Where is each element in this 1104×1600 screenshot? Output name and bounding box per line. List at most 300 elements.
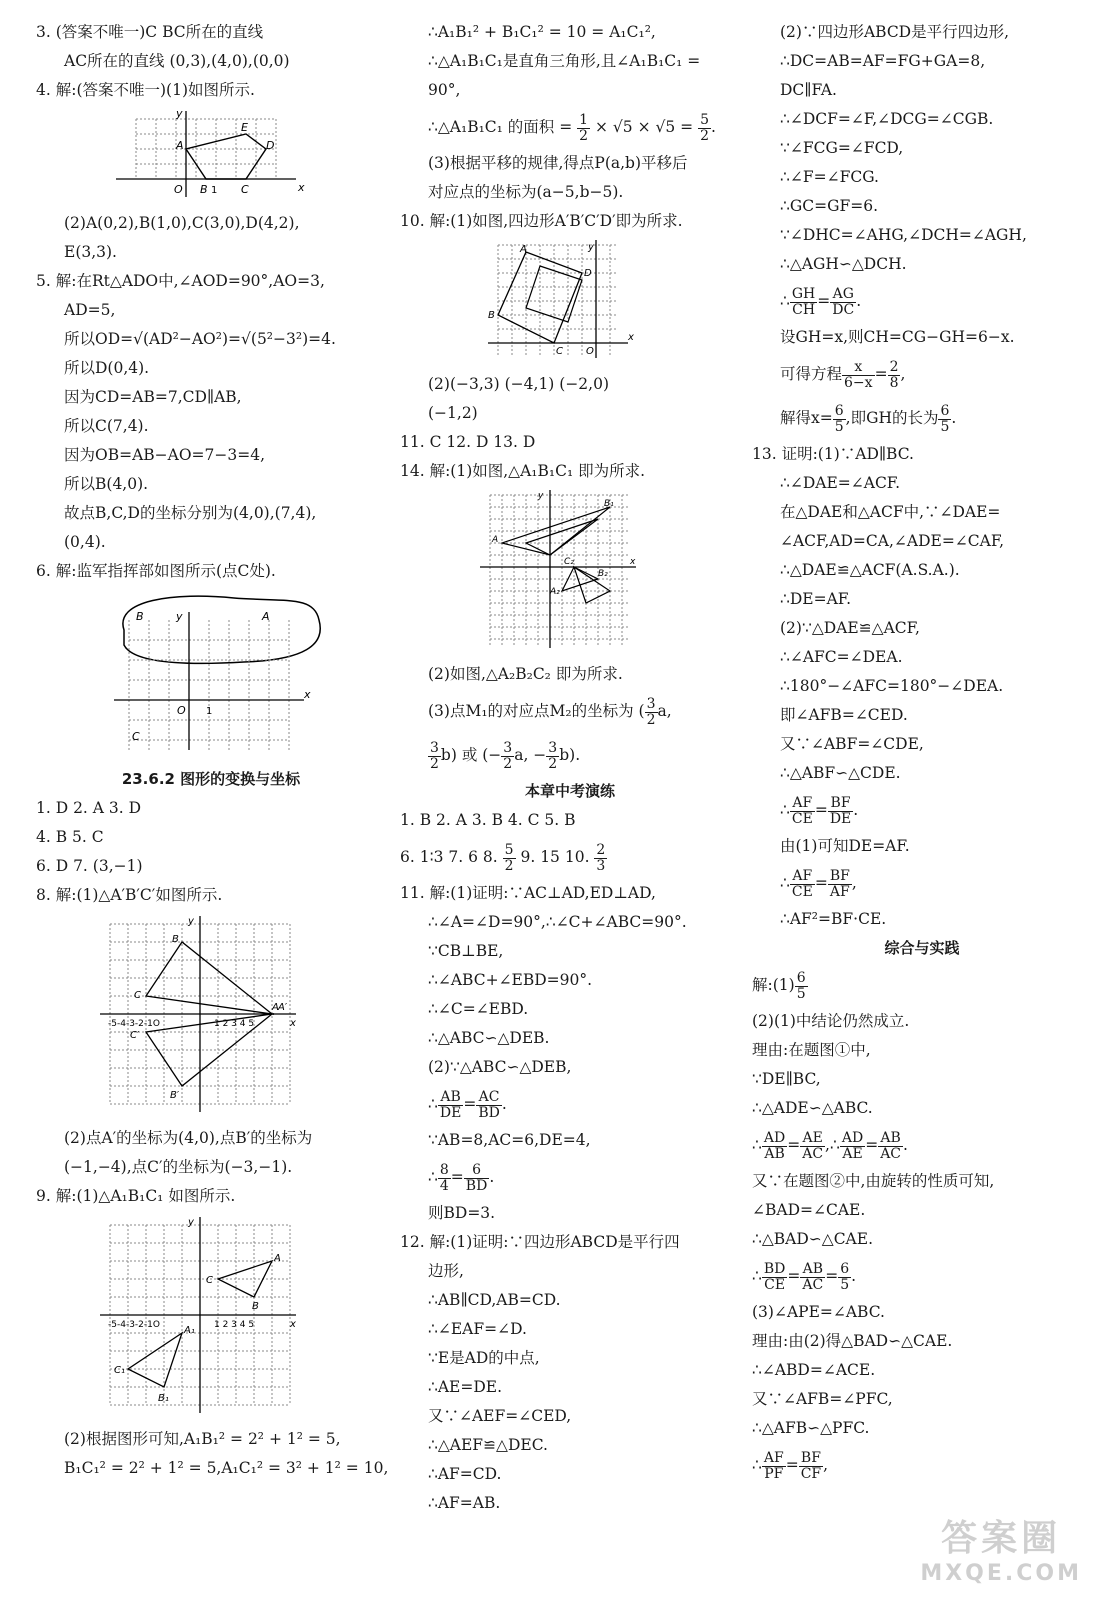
text-line: ∴AB∥CD,AB=CD. (428, 1291, 561, 1309)
point-b-label: B (200, 183, 208, 196)
point-a-label: A (262, 610, 270, 623)
numerator: 5 (504, 841, 514, 858)
text-line: 在△DAE和△ACF中,∵∠DAE= (780, 503, 1001, 521)
text-line: E(3,3). (64, 243, 117, 261)
point-b1-label: B₁ (604, 499, 614, 509)
text-line: (3)根据平移的规律,得点P(a,b)平移后 (428, 154, 688, 172)
text: , (900, 365, 906, 383)
text: 6. 1∶3 7. 6 8. (400, 848, 503, 866)
watermark (920, 1510, 1082, 1586)
text-line: ∴△BAD∽△CAE. (752, 1230, 873, 1248)
numerator: 6 (940, 402, 950, 419)
column-3 (752, 18, 1092, 1487)
numerator: AF (790, 796, 815, 812)
point-c-label: C (556, 346, 563, 357)
text-line: 又∵∠AFB=∠PFC, (752, 1390, 893, 1408)
text: ∴ (780, 874, 790, 892)
coordinate-plot (116, 109, 316, 199)
denominator: AC (802, 1145, 824, 1162)
numerator: 3 (548, 739, 558, 756)
denominator: 2 (503, 755, 513, 772)
text-line: ∴∠AFC=∠DEA. (780, 648, 903, 666)
text-line: 理由:由(2)得△BAD∽△CAE. (752, 1332, 953, 1350)
fraction (762, 1131, 787, 1162)
text: , (851, 874, 857, 892)
x-axis-label: x (630, 557, 636, 567)
denominator: BD (465, 1177, 488, 1194)
text-line: (2)根据图形可知,A₁B₁² = 2² + 1² = 5, (64, 1430, 341, 1448)
text: , (823, 1456, 829, 1474)
text: ∴ (752, 1136, 762, 1154)
text-line: ∴AF²=BF·CE. (780, 910, 887, 928)
fraction (790, 287, 817, 318)
text-line: DC∥FA. (780, 81, 837, 99)
point-e-label: E (241, 121, 248, 134)
text-line: ∴∠A=∠D=90°,∴∠C+∠ABC=90°. (428, 913, 687, 931)
numerator: AE (800, 1131, 825, 1147)
denominator: 8 (889, 374, 899, 391)
y-axis-label: y (188, 916, 194, 927)
text-line: ∵E是AD的中点, (428, 1349, 540, 1367)
text-line: 即∠AFB=∠CED. (780, 706, 908, 724)
point-c1-label: C₁ (114, 1365, 125, 1376)
text-line: ∵∠DHC=∠AHG,∠DCH=∠AGH, (780, 226, 1027, 244)
point-a-prime-label: A′ (278, 1002, 288, 1013)
figure-q10 (400, 240, 740, 364)
text-line: 故点B,C,D的坐标分别为(4,0),(7,4), (64, 504, 317, 522)
denominator: AE (842, 1145, 863, 1162)
point-b-label: B (252, 1301, 259, 1312)
text-line: (2)∵△DAE≌△ACF, (780, 619, 920, 637)
text-line: ∴△AEF≌△DEC. (428, 1436, 548, 1454)
text-line: ∴△AFB∽△PFC. (752, 1419, 870, 1437)
x-axis-label: x (290, 1319, 296, 1330)
numerator: 3 (646, 695, 656, 712)
text-line: (2)(1)中结论仍然成立. (752, 1012, 910, 1030)
numerator: AG (830, 287, 856, 303)
text-line: 8. 解:(1)△A′B′C′如图所示. (36, 886, 223, 904)
text-line: 又∵在题图②中,由旋转的性质可知, (752, 1172, 995, 1190)
denominator: CE (791, 810, 813, 827)
text-line: 9. 解:(1)△A₁B₁C₁ 如图所示. (36, 1187, 236, 1205)
fraction (762, 1451, 786, 1482)
text: a, − (514, 746, 547, 764)
fraction (790, 796, 815, 827)
coordinate-plot (100, 1215, 300, 1415)
text-line: (2)如图,△A₂B₂C₂ 即为所求. (428, 665, 623, 683)
text-line: 14. 解:(1)如图,△A₁B₁C₁ 即为所求. (400, 462, 646, 480)
denominator: AB (764, 1145, 785, 1162)
text-line: ∠BAD=∠CAE. (752, 1201, 866, 1219)
fraction (833, 404, 846, 435)
text-line: 则BD=3. (428, 1204, 496, 1222)
text: . (856, 292, 862, 310)
text-line: ∴△AGH∽△DCH. (780, 255, 907, 273)
text-line: ∴∠DAE=∠ACF. (780, 474, 901, 492)
denominator: CE (764, 1276, 786, 1293)
text-line: (−1,−4),点C′的坐标为(−3,−1). (64, 1158, 293, 1176)
text-line: ∴△ABF∽△CDE. (780, 764, 901, 782)
text-line: 所以B(4,0). (64, 475, 149, 493)
text: = (865, 1136, 879, 1154)
fraction (428, 741, 441, 772)
text-line (752, 279, 1092, 323)
section-title: 23.6.2 图形的变换与坐标 (121, 770, 301, 788)
numerator: AB (800, 1262, 825, 1278)
point-c-label: C (132, 730, 140, 743)
fraction (830, 287, 856, 318)
text-line: ∴180°−∠AFC=180°−∠DEA. (780, 677, 1004, 695)
numerator: BF (799, 1451, 823, 1467)
point-c2-label: C₂ (564, 557, 574, 567)
tick-label: 1 (211, 185, 218, 196)
text-line: 对应点的坐标为(a−5,b−5). (428, 183, 624, 201)
fraction (438, 1163, 451, 1194)
text: . (711, 118, 716, 136)
text-line: 所以C(7,4). (64, 417, 149, 435)
fraction (464, 1163, 490, 1194)
text-line: ∵DE∥BC, (752, 1070, 821, 1088)
numerator: AD (841, 1129, 864, 1146)
x-axis-label: x (290, 1018, 296, 1029)
x-tick-labels: -5-4-3-2-1O (108, 1320, 160, 1330)
text: b). (559, 746, 581, 764)
denominator: 2 (700, 127, 709, 144)
fraction (594, 843, 607, 874)
point-a-label: A (176, 139, 184, 152)
text-line: B₁C₁² = 2² + 1² = 5,A₁C₁² = 3² + 1² = 10, (64, 1459, 389, 1477)
denominator: AC (880, 1145, 902, 1162)
text: . (951, 409, 957, 427)
fraction (878, 1131, 903, 1162)
text-line: 因为OB=AB−AO=7−3=4, (64, 446, 266, 464)
text-line: 1. D 2. A 3. D (36, 799, 142, 817)
text: = (785, 1456, 799, 1474)
x-tick-labels: -5-4-3-2-1O (108, 1019, 160, 1029)
fraction (840, 1131, 865, 1162)
text: . (501, 1095, 507, 1113)
text-line: 4. 解:(答案不唯一)(1)如图所示. (36, 81, 255, 99)
numerator: x (842, 360, 875, 376)
text-line: AD=5, (64, 301, 116, 319)
text: = (817, 292, 831, 310)
point-a-label: A (520, 244, 527, 255)
y-axis-label: y (176, 109, 183, 120)
denominator: 5 (840, 1276, 850, 1293)
point-a-label: A (272, 1002, 279, 1013)
y-axis-label: y (188, 1217, 194, 1228)
text-line (752, 1123, 1092, 1167)
text: ∴ (428, 1095, 438, 1113)
text: ∴ (428, 1168, 438, 1186)
text-line (752, 788, 1092, 832)
point-b-prime-label: B′ (170, 1090, 180, 1101)
denominator: CE (791, 883, 813, 900)
text-line: 所以OD=√(AD²−AO²)=√(5²−3²)=4. (64, 330, 336, 348)
text-line: ∵AB=8,AC=6,DE=4, (428, 1131, 591, 1149)
figure-q9 (36, 1215, 386, 1419)
y-axis-label: y (538, 491, 544, 501)
text-line: (2)∵四边形ABCD是平行四边形, (780, 23, 1010, 41)
text-line: 理由:在题图①中, (752, 1041, 871, 1059)
denominator: 2 (579, 127, 589, 144)
text-line: 11. C 12. D 13. D (400, 433, 536, 451)
text-line: ∴△A₁B₁C₁是直角三角形,且∠A₁B₁C₁ = (428, 52, 701, 70)
text-line: (3)∠APE=∠ABC. (752, 1303, 885, 1321)
text: ∴ (780, 801, 790, 819)
text-line: ∴A₁B₁² + B₁C₁² = 10 = A₁C₁², (428, 23, 656, 41)
figure-q8 (36, 914, 386, 1118)
y-axis-label: y (588, 242, 594, 253)
numerator: BD (763, 1260, 786, 1277)
y-axis-label: y (176, 610, 183, 623)
text: 解得x= (780, 409, 833, 427)
text-line: 13. 证明:(1)∵AD∥BC. (752, 445, 914, 463)
text-line: ∴△DAE≌△ACF(A.S.A.). (780, 561, 960, 579)
x-axis-label: x (304, 688, 311, 701)
point-c-label: C (134, 990, 141, 1001)
origin-label: O (177, 704, 186, 717)
text-line: 1. B 2. A 3. B 4. C 5. B (400, 811, 576, 829)
figure-q6 (36, 590, 386, 759)
fraction (645, 697, 658, 728)
text-line: ∴△ADE∽△ABC. (752, 1099, 873, 1117)
text-line: 6. 解:监军指挥部如图所示(点C处). (36, 562, 276, 580)
text: a, (657, 702, 672, 720)
fraction (795, 971, 808, 1002)
coordinate-plot (100, 914, 300, 1114)
text-line: (2)∵△ABC∽△DEB, (428, 1058, 572, 1076)
text-line: ∴∠F=∠FCG. (780, 168, 879, 186)
denominator: 2 (548, 755, 558, 772)
fraction (938, 404, 951, 435)
text-line: ∴△ABC∽△DEB. (428, 1029, 550, 1047)
fraction (698, 113, 711, 144)
text-line: ∴GC=GF=6. (780, 197, 879, 215)
text-line: (2)A(0,2),B(1,0),C(3,0),D(4,2), (64, 214, 300, 232)
denominator: 5 (940, 418, 950, 435)
denominator: CH (792, 301, 816, 318)
numerator: AF (763, 1449, 784, 1466)
text: ∴ (752, 1267, 762, 1285)
x-tick-labels: 1 2 3 4 5 (214, 1320, 255, 1330)
text-line: 边形, (428, 1262, 464, 1280)
numerator: AF (790, 869, 815, 885)
text-line: ∴AF=AB. (428, 1494, 501, 1512)
text-line: 又∵∠ABF=∠CDE, (780, 735, 924, 753)
text-line: 所以D(0,4). (64, 359, 150, 377)
fraction (790, 869, 815, 900)
text: ,∴ (825, 1136, 840, 1154)
text: ,即GH的长为 (845, 409, 939, 427)
point-c-prime-label: C′ (130, 1030, 140, 1041)
text: ∴ (752, 1456, 762, 1474)
numerator: BF (829, 867, 850, 884)
text-line: 4. B 5. C (36, 828, 104, 846)
fraction (546, 741, 559, 772)
fraction (838, 1262, 851, 1293)
text: . (851, 1267, 857, 1285)
column-2 (400, 18, 740, 1518)
text-line: 3. (答案不唯一)C BC所在的直线 (36, 23, 264, 41)
point-b2-label: B₂ (598, 569, 608, 579)
text: = (787, 1136, 801, 1154)
denominator: AF (829, 883, 850, 900)
fraction (501, 741, 514, 772)
fraction (828, 869, 852, 900)
text-line: 90°, (428, 81, 461, 99)
figure-q14 (400, 490, 740, 654)
denominator: DE (439, 1104, 462, 1121)
watermark-url: MXQE.COM (920, 1561, 1082, 1586)
text: . (853, 801, 859, 819)
coordinate-plot (114, 590, 344, 755)
section-title: 本章中考演练 (524, 782, 615, 800)
text: × √5 × √5 = (590, 118, 699, 136)
fraction (828, 796, 853, 827)
text: . (489, 1168, 495, 1186)
point-b1-label: B₁ (158, 1393, 169, 1404)
text-line: ∴DC=AB=AF=FG+GA=8, (780, 52, 986, 70)
fraction (800, 1131, 825, 1162)
numerator: 3 (430, 739, 439, 756)
text-line (752, 861, 1092, 905)
text-line: 由(1)可知DE=AF. (780, 837, 910, 855)
denominator: PF (764, 1465, 784, 1482)
denominator: DE (829, 810, 852, 827)
text-line: ∴AF=CD. (428, 1465, 502, 1483)
origin-label: O (174, 183, 183, 196)
text-line (752, 963, 1092, 1007)
fraction (842, 360, 875, 391)
numerator: 1 (579, 111, 589, 128)
text-line: ∵∠FCG=∠FCD, (780, 139, 904, 157)
point-a-label: A (492, 535, 499, 545)
text-line: ∵CB⊥BE, (428, 942, 504, 960)
denominator: 5 (834, 418, 844, 435)
text-line: (2)(−3,3) (−4,1) (−2,0) (428, 375, 610, 393)
denominator: CF (800, 1465, 822, 1482)
text-line: 又∵∠AEF=∠CED, (428, 1407, 572, 1425)
denominator: 2 (430, 755, 439, 772)
text-line (752, 352, 1092, 396)
numerator: 6 (464, 1163, 490, 1179)
numerator: AB (438, 1090, 463, 1106)
numerator: 2 (596, 841, 606, 858)
text: 可得方程 (780, 365, 843, 383)
x-tick-labels: 1 2 3 4 5 (214, 1019, 255, 1029)
text: = (825, 1267, 839, 1285)
point-a1-label: A₁ (184, 1325, 195, 1336)
numerator: 6 (834, 402, 844, 419)
text-line: ∴∠ABD=∠ACE. (752, 1361, 876, 1379)
point-a-label: A (274, 1253, 281, 1264)
point-b-label: B (172, 934, 179, 945)
numerator: 8 (439, 1161, 449, 1178)
text: 解:(1) (752, 976, 795, 994)
text-line (752, 1443, 1092, 1487)
text-line: ∴AE=DE. (428, 1378, 503, 1396)
figure-q4 (36, 109, 386, 203)
numerator: 3 (503, 739, 513, 756)
text: = (814, 874, 828, 892)
text: ∴ (780, 292, 790, 310)
text-line: 11. 解:(1)证明:∵AC⊥AD,ED⊥AD, (400, 884, 656, 902)
text: b) 或 (− (440, 746, 502, 764)
text-line: 12. 解:(1)证明:∵四边形ABCD是平行四 (400, 1233, 680, 1251)
denominator: 5 (796, 985, 806, 1002)
text: (3)点M₁的对应点M₂的坐标为 ( (428, 702, 645, 720)
point-b-label: B (488, 310, 495, 321)
point-d-label: D (584, 268, 592, 279)
fraction (476, 1090, 502, 1121)
fraction (503, 843, 516, 874)
text: ∴△A₁B₁C₁ 的面积 = (428, 118, 578, 136)
point-a2-label: A₂ (550, 587, 560, 597)
numerator: BF (828, 796, 853, 812)
text-line: (0,4). (64, 533, 106, 551)
coordinate-plot (480, 490, 640, 650)
numerator: AD (763, 1129, 786, 1146)
text-line: ∴∠ABC+∠EBD=90°. (428, 971, 593, 989)
text-line: (2)点A′的坐标为(4,0),点B′的坐标为 (64, 1129, 313, 1147)
text-line (400, 835, 740, 879)
text-line: (−1,2) (428, 404, 478, 422)
text-line: 因为CD=AB=7,CD∥AB, (64, 388, 242, 406)
text-line (400, 1155, 740, 1199)
point-d-label: D (266, 139, 275, 152)
point-c-label: C (241, 183, 249, 196)
text-line: 设GH=x,则CH=CG−GH=6−x. (780, 328, 1015, 346)
text-line: ∠ACF,AD=CA,∠ADE=∠CAF, (780, 532, 1005, 550)
text-line: 10. 解:(1)如图,四边形A′B′C′D′即为所求. (400, 212, 683, 230)
text-line (400, 105, 740, 149)
denominator: BD (478, 1104, 500, 1121)
text-line: 6. D 7. (3,−1) (36, 857, 143, 875)
text-line (752, 396, 1092, 440)
numerator: 2 (889, 358, 899, 375)
section-title: 综合与实践 (884, 939, 960, 957)
text-line: ∴∠C=∠EBD. (428, 1000, 529, 1018)
denominator: 2 (504, 857, 514, 874)
x-axis-label: x (628, 332, 634, 343)
fraction (799, 1451, 823, 1482)
text-line: ∴∠EAF=∠D. (428, 1320, 527, 1338)
text: = (450, 1168, 464, 1186)
text-line: AC所在的直线 (0,3),(4,0),(0,0) (64, 52, 290, 70)
text: = (463, 1095, 477, 1113)
numerator: GH (791, 285, 816, 302)
origin-label: O (586, 346, 594, 357)
text-line: ∴∠DCF=∠F,∠DCG=∠CGB. (780, 110, 994, 128)
watermark-logo-text: 答案圈 (941, 1518, 1062, 1559)
denominator: 6−x (844, 374, 873, 391)
text-line (400, 1082, 740, 1126)
text-line: ∴DE=AF. (780, 590, 852, 608)
x-axis-label: x (298, 181, 305, 194)
column-1 (36, 18, 389, 1483)
coordinate-plot (488, 240, 638, 360)
tick-label: 1 (206, 706, 213, 717)
text-line (400, 733, 740, 777)
text: 9. 15 10. (515, 848, 595, 866)
denominator: 2 (646, 711, 656, 728)
text: = (814, 801, 828, 819)
numerator: 6 (840, 1260, 850, 1277)
numerator: 5 (700, 111, 709, 128)
fraction (800, 1262, 825, 1293)
numerator: AC (476, 1090, 502, 1106)
